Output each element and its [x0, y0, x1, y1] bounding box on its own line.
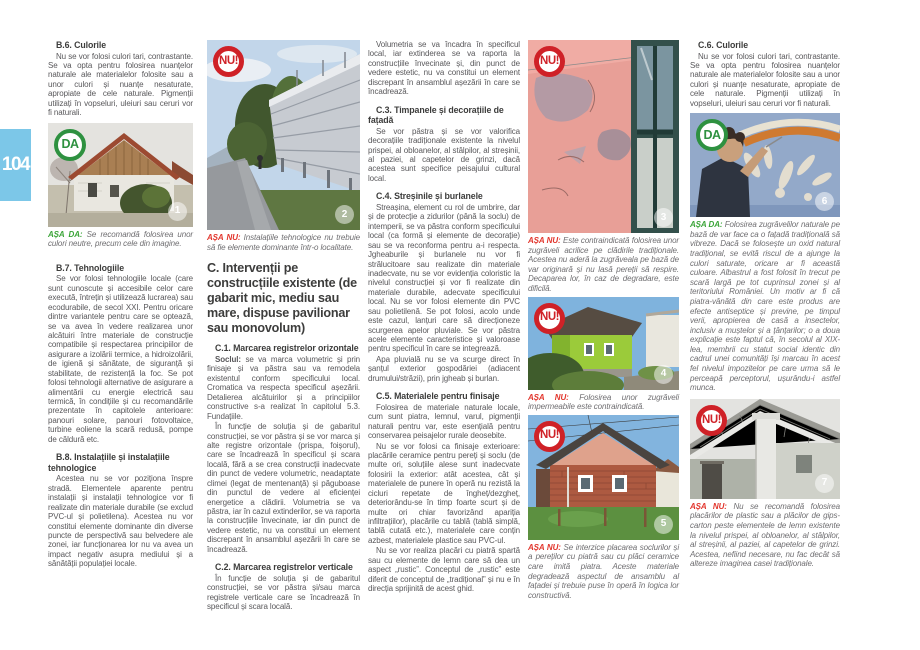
- photo-number-badge: 5: [654, 515, 673, 534]
- caption-4-text: Folosirea unor zugrăveli impermeabile este contraindicată.: [528, 392, 679, 412]
- photo-plastic-clad-porch: [690, 399, 840, 499]
- page-number-tab: 104: [0, 129, 31, 201]
- photo-number-badge: 6: [815, 192, 834, 211]
- caption-1: [48, 230, 193, 249]
- paragraph-c4a: Streașina, element cu rol de umbrire, dar și de protecție a zidurilor (până la soclu) de intemperii, se va păstra conform specificului local (ca formă și elemente de decorație) sau se va reconforma pentru a-i respecta. Jgheaburile și burlanele nu vor fi strălucitoare sau realizate din materiale inadecvate, nu se vor evidenția coloristic la nivelul construcției și vor fi realizate din materiale durabile, adecvate specificului local. Nu se vor folosi elemente din PVC sau polietilenă. Se pot folosi, acolo unde este cazul, lanțuri care să direcționeze scurgerea apelor pluviale. Se vor păstra acele elemente caracteristice și valoroase pentru specificul în care se integrează.: [368, 202, 520, 354]
- paragraph-b7: Se vor folosi tehnologiile locale (care sunt cunoscute și accesibile celor care execută, întrețin și utilizează lucrarea) sau ecodurabile, de secol XXI. Pentru oricare dintre variantele pentru care se optează, se va avea în vedere realizarea unor alcătuiri între materiale de construcție compatibile și respectarea principiilor de asigurare a izolării termice, a hidroizolării, de igienă și sănătate, de siguranță și stabilitate, de rezistență la foc. Se pot folosi tehnologii alternative de asigurare a alimentării cu energie electrică sau termică, în condițiile și cu recomandările prezentate în capitolele anterioare: panouri solare, panouri fotovoltaice, turbine eoliene la scară redusă, pompe de căldură etc.: [48, 274, 193, 444]
- paragraph-c1-soclul: [207, 355, 360, 421]
- heading-b8-instalatiile: B.8. Instalațiile și instalațiile tehnologice: [48, 452, 170, 473]
- paragraph-c4b: Apa pluvială nu se va scurge direct în șanțul exterior gospodăriei (adiacent drumului/străzii), prin jgheab și burlan.: [368, 354, 520, 383]
- caption-5-text: Se interzice placarea soclurilor și a pereților cu piatră sau cu plăci ceramice care imită piatra. Aceste materiale degradează aspectul de ansamblu al fațadei și trebuie puse în operă în logica lor constructivă.: [528, 542, 679, 600]
- caption-2-text: Instalațiile tehnologice nu trebuie să fie elemente dominante într-o localitate.: [207, 233, 360, 252]
- paragraph-c3: Se vor păstra și se vor valorifica decorațiile tradiționale existente la nivelul prispei, al obloanelor, al stâlpilor, al streșinii, al paziei, al capetelor de grinzi, dacă acestea sunt specifice peisajului cultural local.: [368, 126, 520, 183]
- figure-6: [690, 113, 840, 393]
- paragraph-c1-lead: Soclul:: [215, 355, 241, 365]
- photo-fake-brick-cladding-house: [528, 415, 679, 540]
- column-4: [528, 38, 679, 600]
- column-5: [690, 38, 840, 569]
- photo-number-badge: 1: [168, 202, 187, 221]
- paragraph-b8: Acestea nu se vor poziționa înspre stradă. Elementele aparente pentru instalații și instalații tehnologice vor fi realizate din materiale durabile (se exclud PVC-ul și polietilena). Acestea nu vor constitui elemente dominante din diverse puncte de perspectivă sau belvedere ale zonei, iar funcționarea lor nu va avea un impact negativ asupra mediului și a sănătății populației locale.: [48, 474, 193, 569]
- photo-green-waterproof-paint-house: [528, 297, 679, 390]
- heading-c6-culorile: C.6. Culorile: [698, 40, 749, 50]
- heading-c-interventii: C. Intervenții pe construcțiile existente (de gabarit mic, mediu sau mare, dispuse pavilionar sau monovolum): [207, 261, 357, 335]
- figure-5: [528, 415, 679, 601]
- heading-b6-culorile: B.6. Culorile: [56, 40, 107, 50]
- figure-1: [48, 123, 193, 249]
- figure-7: [690, 399, 840, 569]
- caption-1-label: AȘA DA:: [48, 229, 83, 239]
- caption-1-text: Se recomandă folosirea unor culori neutre, precum cele din imagine.: [48, 229, 193, 249]
- heading-b7-tehnologiile: B.7. Tehnologiile: [56, 262, 125, 273]
- caption-2-label: AȘA NU:: [207, 233, 241, 242]
- heading-c2: C.2. Marcarea registrelor verticale: [215, 562, 353, 573]
- da-stamp-icon: DA: [696, 119, 728, 151]
- photo-number-badge: 4: [654, 365, 673, 384]
- caption-4: [528, 393, 679, 412]
- column-3: [368, 38, 520, 594]
- nu-stamp-icon: NU!: [696, 405, 727, 436]
- caption-3-label: AȘA NU:: [528, 236, 561, 245]
- nu-stamp-icon: NU!: [534, 303, 565, 334]
- paragraph-c2: În funcție de soluția și de gabaritul construcției, se vor păstra și/sau marca registrele verticale care se încadrează în specificul și scara locală.: [207, 573, 360, 612]
- paragraph-c2-continuation: Volumetria se va încadra în specificul local, iar extinderea se va raporta la construcțiile învecinate și, din punct de vedere estetic, nu va constitui un element discrepant în ansamblul așezării în care se încadrează.: [368, 40, 520, 97]
- paragraph-c5a: Folosirea de materiale naturale locale, cum sunt piatra, lemnul, varul, pigmenții naturali pentru var, este esențială pentru conservarea peisajelor rurale deosebite.: [368, 402, 520, 441]
- caption-7: [690, 502, 840, 569]
- column-2: [207, 38, 360, 612]
- heading-c3: C.3. Timpanele și decorațiile de fațadă: [368, 104, 504, 126]
- photo-neutral-colors-house: [48, 123, 193, 227]
- paragraph-c1-text: se va marca volumetric și prin finisaje și va păstra sau va remodela existentul conform specificului local. Cromatica va respecta specificul așezării. Detalierea alcătuirilor și a principiilor constructive s-a realizat în capitolul 5.3. Fundațiile.: [207, 355, 360, 421]
- paragraph-c6: Nu se vor folosi culori tari, contrastante. Se va opta pentru folosirea nuanțelor naturale ale materialelor folosite sau a unor culori și nuanțe nesaturate, apropiate de cele naturale. Pigmenții utilizați în vopseluri, uleiuri sau ceruri vor fi naturali.: [690, 51, 840, 108]
- photo-peeling-acrylic-paint: [528, 40, 679, 233]
- photo-number-badge: 3: [654, 208, 673, 227]
- caption-7-text: Nu se recomandă folosirea placărilor de plastic sau a plăcilor de gips-carton peste elementele de lemn existente la nivelul prispei, al obloanelor, al stâlpilor, al streșinii, al paziei, al capetelor de grinzi. Acestea, nefiind necesare, nu fac decât să altereze imaginea casei tradiționale.: [690, 501, 840, 569]
- nu-stamp-icon: NU!: [534, 421, 565, 452]
- caption-7-label: AȘA NU:: [690, 501, 727, 511]
- caption-5-label: AȘA NU:: [528, 542, 561, 552]
- figure-4: [528, 297, 679, 412]
- photo-industrial-installation: [207, 40, 360, 230]
- paragraph-c5c: Nu se vor realiza placări cu piatră spartă sau cu elemente de lemn care să dea un aspect „rustic”. Conceptul de „rustic” este diferit de conceptul de „tradițional” și nu e în direcția sprijinită de acest ghid.: [368, 546, 520, 594]
- caption-5: [528, 543, 679, 601]
- caption-6-text: Folosirea zugrăvelilor naturale pe bază de var face ca o fațadă tradițională să vibreze. Dacă se folosește un oxid natural tradițional, se evită riscul de a ajunge la culori saturate, oricare ar fi această culoare. Albastrul a fost folosit în trecut pe scară largă pe tot cuprinsul zonei și al teritoriului României. Un motiv ar fi că piatra-vânătă din care este produs are efecte antiseptice și previne, pe timpul verii, apropierea de casă a insectelor, inclusiv a muștelor și a țânțarilor; o a doua explicație este faptul că, în secolul al XIX-lea, membrii cu statut social identic din cadrul unei comunități își marcau în acest fel nivelul impozitelor pe care urma să le perceapă perceptorul, ușurându-i astfel munca.: [690, 220, 841, 393]
- nu-stamp-icon: NU!: [213, 46, 244, 77]
- caption-3-text: Este contraindicată folosirea unor zugrăveli acrilice pe clădirile tradiționale. Acestea nu aderă la zugrăveala pe bază de var originară și nu lasă pereții să respire. Decaparea lor, în caz de degradare, este dificilă.: [528, 236, 680, 293]
- caption-3: [528, 236, 679, 294]
- caption-6-label: AȘA DA:: [690, 220, 723, 230]
- caption-4-label: AȘA NU:: [528, 392, 569, 402]
- photo-lime-paint-craftsman: [690, 113, 840, 217]
- caption-6: [690, 220, 840, 393]
- heading-c5: C.5. Materialele pentru finisaje: [376, 391, 500, 402]
- photo-number-badge: 2: [335, 205, 354, 224]
- paragraph-c5b: Nu se vor folosi ca finisaje exterioare: placările ceramice pentru pereți și soclu (de multe ori, soluțiile alese sunt inadecvate folosirii la exterior: atât acestea, cât și materialele de punere în operă nu rezistă la cicluri repetate de îngheț/dezgheț, deteriorându-se în timp foarte scurt și de multe ori chiar favorizând apariția infiltrațiilor), placările cu tablă (tablă simplă, tablă cutată etc.), materialele care conțin azbest, materialele plastice sau PVC-ul.: [368, 441, 520, 545]
- paragraph-c1b: În funcție de soluția și de gabaritul construcției, se vor păstra și se vor marca și alte registre orizontale (prispa, foișorul), care se încadrează în specificul și scara locală, fără a se crea construcții inadecvate din punct de vedere volumetric, neadaptate climei (legat de mentenanță) și păguboase din punctul de vedere al eficienței energetice a clădirii. Volumetria se va păstra, iar în cazul extinderilor, se va raporta la construcțiile învecinate, iar din punct de vedere estetic, nu va constitui un element discrepant în ansamblul așezării în care se încadrează.: [207, 422, 360, 554]
- photo-number-badge: 7: [815, 474, 834, 493]
- column-1: [48, 38, 193, 569]
- figure-3: [528, 40, 679, 294]
- paragraph-b6: Nu se vor folosi culori tari, contrastante. Se va opta pentru folosirea nuanțelor naturale ale materialelor folosite sau a unor culori și nuanțe nesaturate, apropiate de cele naturale. Pigmenții utilizați în vopseluri, uleiuri sau ceruri vor fi naturali.: [48, 51, 193, 118]
- heading-c4: C.4. Streșinile și burlanele: [376, 191, 483, 202]
- figure-2: [207, 40, 360, 252]
- da-stamp-icon: DA: [54, 129, 86, 161]
- nu-stamp-icon: NU!: [534, 46, 565, 77]
- caption-2: [207, 233, 360, 252]
- heading-c1: C.1. Marcarea registrelor orizontale: [215, 343, 359, 354]
